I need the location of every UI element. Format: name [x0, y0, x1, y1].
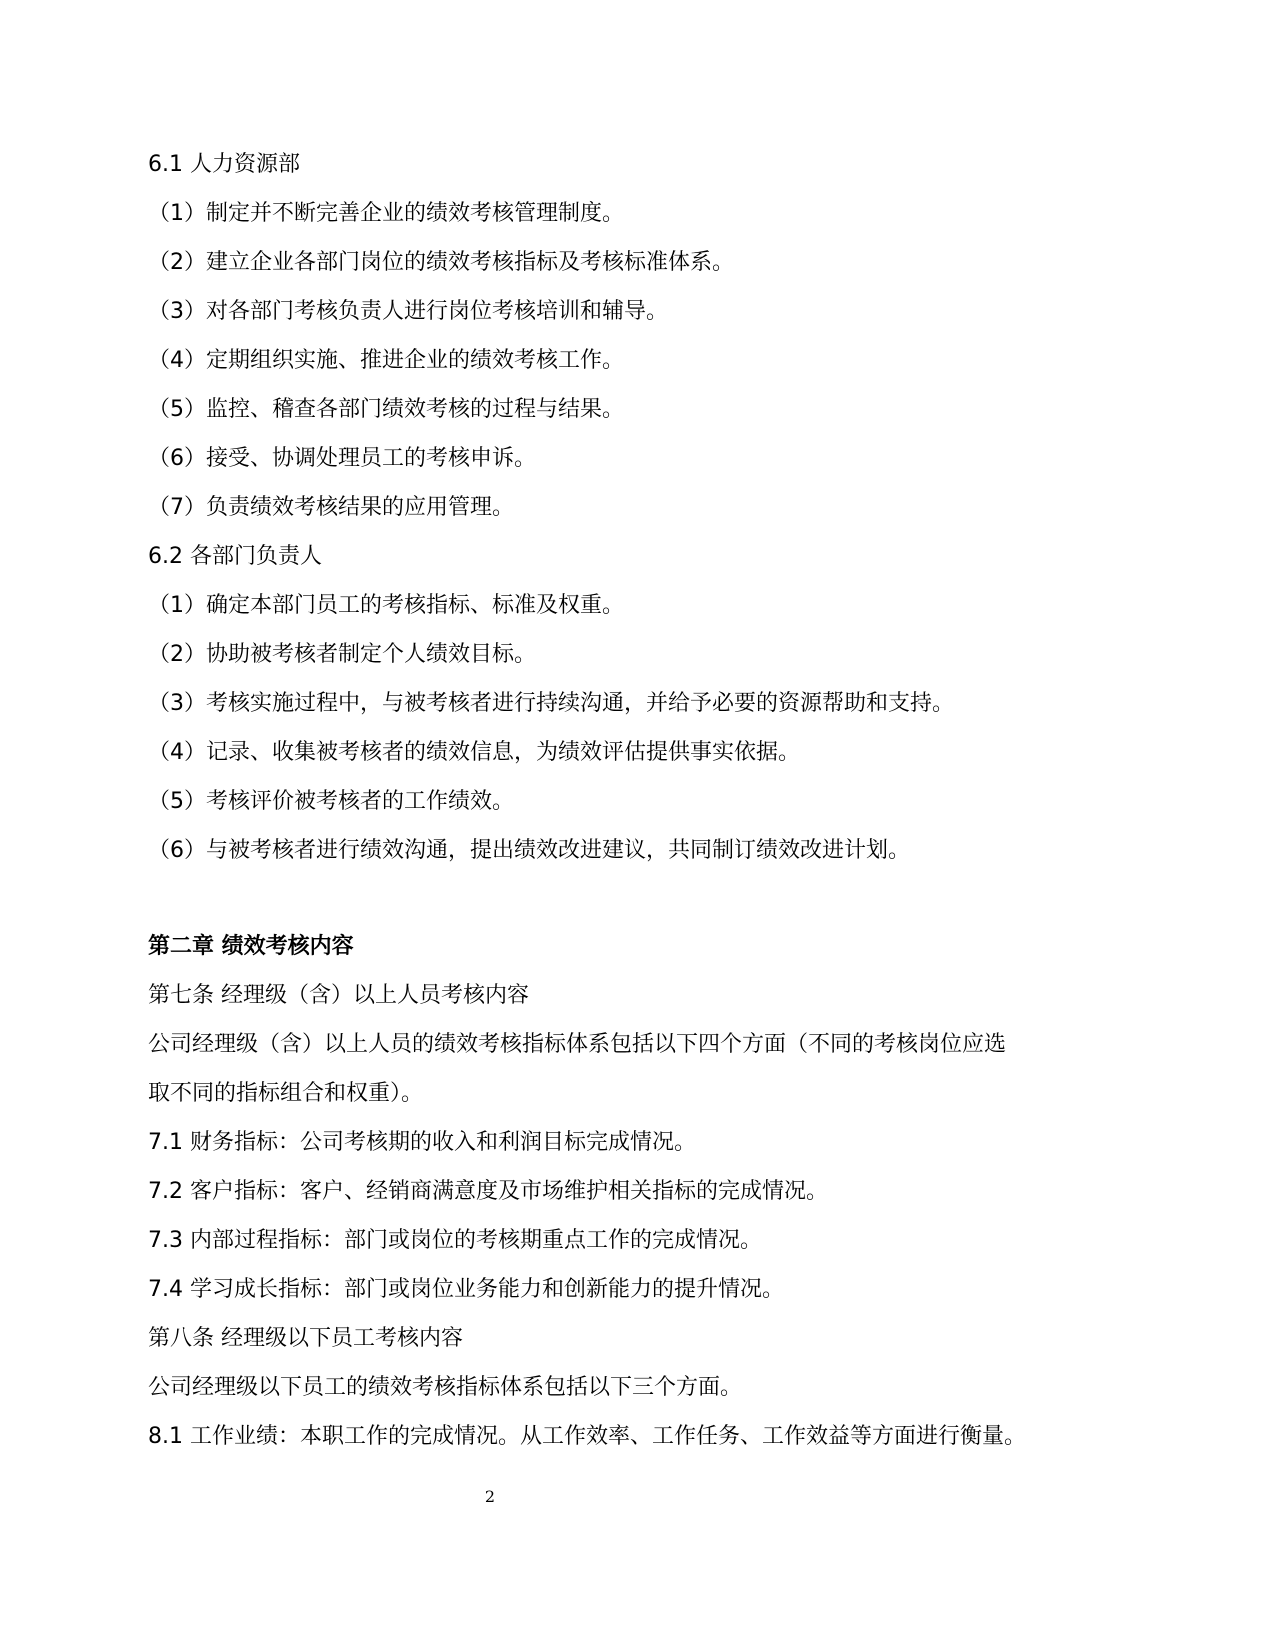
chapter-title: 第二章 绩效考核内容: [148, 934, 354, 959]
article-7-intro-line-1: 公司经理级（含）以上人员的绩效考核指标体系包括以下四个方面（不同的考核岗位应选: [148, 1032, 1007, 1057]
list-item: （4）记录、收集被考核者的绩效信息，为绩效评估提供事实依据。: [148, 740, 800, 765]
list-item: 7.2 客户指标：客户、经销商满意度及市场维护相关指标的完成情况。: [148, 1179, 828, 1204]
article-7-intro-line-2: 取不同的指标组合和权重）。: [148, 1081, 424, 1106]
article-heading-7: 第七条 经理级（含）以上人员考核内容: [148, 983, 529, 1008]
list-item: （6）接受、协调处理员工的考核申诉。: [148, 446, 536, 471]
list-item: 7.1 财务指标：公司考核期的收入和利润目标完成情况。: [148, 1130, 696, 1155]
list-item: 8.1 工作业绩：本职工作的完成情况。从工作效率、工作任务、工作效益等方面进行衡量。: [148, 1424, 1026, 1449]
list-item: （5）监控、稽查各部门绩效考核的过程与结果。: [148, 397, 624, 422]
list-item: （3）对各部门考核负责人进行岗位考核培训和辅导。: [148, 299, 668, 324]
page-number: 2: [484, 1487, 496, 1506]
list-item: （2）建立企业各部门岗位的绩效考核指标及考核标准体系。: [148, 250, 734, 275]
article-8-intro: 公司经理级以下员工的绩效考核指标体系包括以下三个方面。: [148, 1375, 743, 1400]
section-heading-6-2: 6.2 各部门负责人: [148, 544, 322, 569]
list-item: 7.4 学习成长指标：部门或岗位业务能力和创新能力的提升情况。: [148, 1277, 784, 1302]
list-item: （1）制定并不断完善企业的绩效考核管理制度。: [148, 201, 624, 226]
list-item: （3）考核实施过程中，与被考核者进行持续沟通，并给予必要的资源帮助和支持。: [148, 691, 954, 716]
document-body: [148, 140, 1148, 1461]
list-item: （5）考核评价被考核者的工作绩效。: [148, 789, 514, 814]
list-item: （6）与被考核者进行绩效沟通，提出绩效改进建议，共同制订绩效改进计划。: [148, 838, 910, 863]
list-item: （1）确定本部门员工的考核指标、标准及权重。: [148, 593, 624, 618]
list-item: （7）负责绩效考核结果的应用管理。: [148, 495, 514, 520]
list-item: （4）定期组织实施、推进企业的绩效考核工作。: [148, 348, 624, 373]
list-item: 7.3 内部过程指标：部门或岗位的考核期重点工作的完成情况。: [148, 1228, 762, 1253]
article-heading-8: 第八条 经理级以下员工考核内容: [148, 1326, 463, 1351]
paragraph-spacer: [148, 875, 1148, 922]
section-heading-6-1: 6.1 人力资源部: [148, 152, 300, 177]
list-item: （2）协助被考核者制定个人绩效目标。: [148, 642, 536, 667]
